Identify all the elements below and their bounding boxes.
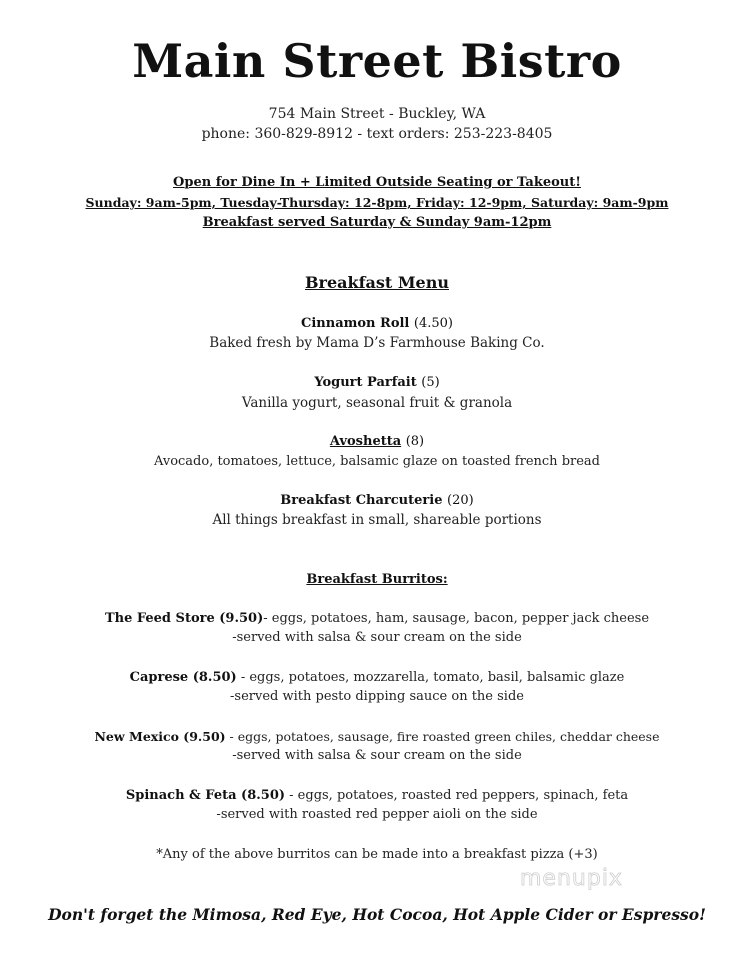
- burrito-desc: - eggs, potatoes, ham, sausage, bacon, pepper jack cheese: [263, 611, 650, 626]
- burrito-item: [0, 788, 754, 803]
- hours-breakfast: Breakfast served Saturday & Sunday 9am-12pm: [202, 215, 552, 230]
- burrito-side: -served with roasted red pepper aioli on the side: [216, 807, 538, 822]
- burrito-desc: - eggs, potatoes, sausage, fire roasted green chiles, cheddar cheese: [225, 729, 660, 744]
- menupix-watermark: menupix: [520, 866, 623, 891]
- burrito-item: [0, 611, 754, 626]
- hours-schedule: Sunday: 9am-5pm, Tuesday-Thursday: 12-8pm, Friday: 12-9pm, Saturday: 9am-9pm: [85, 195, 669, 210]
- hours-dine-in: Open for Dine In + Limited Outside Seating or Takeout!: [173, 175, 581, 190]
- item-title: Yogurt Parfait: [314, 375, 417, 390]
- burritos-heading: Breakfast Burritos:: [306, 572, 448, 587]
- breakfast-menu-heading: Breakfast Menu: [305, 273, 449, 292]
- item-price: (4.50): [413, 316, 453, 331]
- burrito-name: New Mexico (9.50): [94, 729, 226, 744]
- burrito-side: -served with pesto dipping sauce on the side: [230, 689, 524, 704]
- burrito-pizza-note: *Any of the above burritos can be made into a breakfast pizza (+3): [156, 847, 598, 862]
- burrito-desc: - eggs, potatoes, mozzarella, tomato, basil, balsamic glaze: [236, 670, 625, 685]
- burrito-name: The Feed Store (9.50): [104, 611, 264, 626]
- menu-item-name: [0, 316, 754, 331]
- menu-item-name: [0, 434, 754, 449]
- burrito-side: -served with salsa & sour cream on the side: [232, 748, 522, 763]
- burrito-name: Spinach & Feta (8.50): [125, 788, 286, 803]
- restaurant-phone: phone: 360-829-8912 - text orders: 253-223-8405: [201, 126, 553, 142]
- restaurant-title: Main Street Bistro: [132, 34, 622, 88]
- burrito-side: -served with salsa & sour cream on the side: [232, 630, 522, 645]
- burrito-item: [0, 670, 754, 685]
- menu-item-desc: Vanilla yogurt, seasonal fruit & granola: [241, 395, 513, 411]
- drinks-footer: Don't forget the Mimosa, Red Eye, Hot Cocoa, Hot Apple Cider or Espresso!: [48, 905, 706, 924]
- item-title: Breakfast Charcuterie: [280, 493, 443, 508]
- burrito-name: Caprese (8.50): [129, 670, 237, 685]
- menu-item-desc: Baked fresh by Mama D’s Farmhouse Baking Co.: [209, 335, 545, 351]
- menu-item-desc: Avocado, tomatoes, lettuce, balsamic glaze on toasted french bread: [153, 454, 600, 469]
- menu-item-desc: All things breakfast in small, shareable portions: [212, 512, 542, 528]
- item-price: (20): [447, 493, 474, 508]
- burrito-desc: - eggs, potatoes, roasted red peppers, spinach, feta: [285, 788, 629, 803]
- menu-item-name: [0, 493, 754, 508]
- menu-item-name: [0, 375, 754, 390]
- item-title: Cinnamon Roll: [301, 316, 410, 331]
- item-price: (8): [405, 434, 425, 449]
- burrito-item: [0, 729, 754, 744]
- restaurant-address: 754 Main Street - Buckley, WA: [268, 106, 486, 122]
- item-price: (5): [421, 375, 440, 390]
- item-title: Avoshetta: [329, 434, 402, 449]
